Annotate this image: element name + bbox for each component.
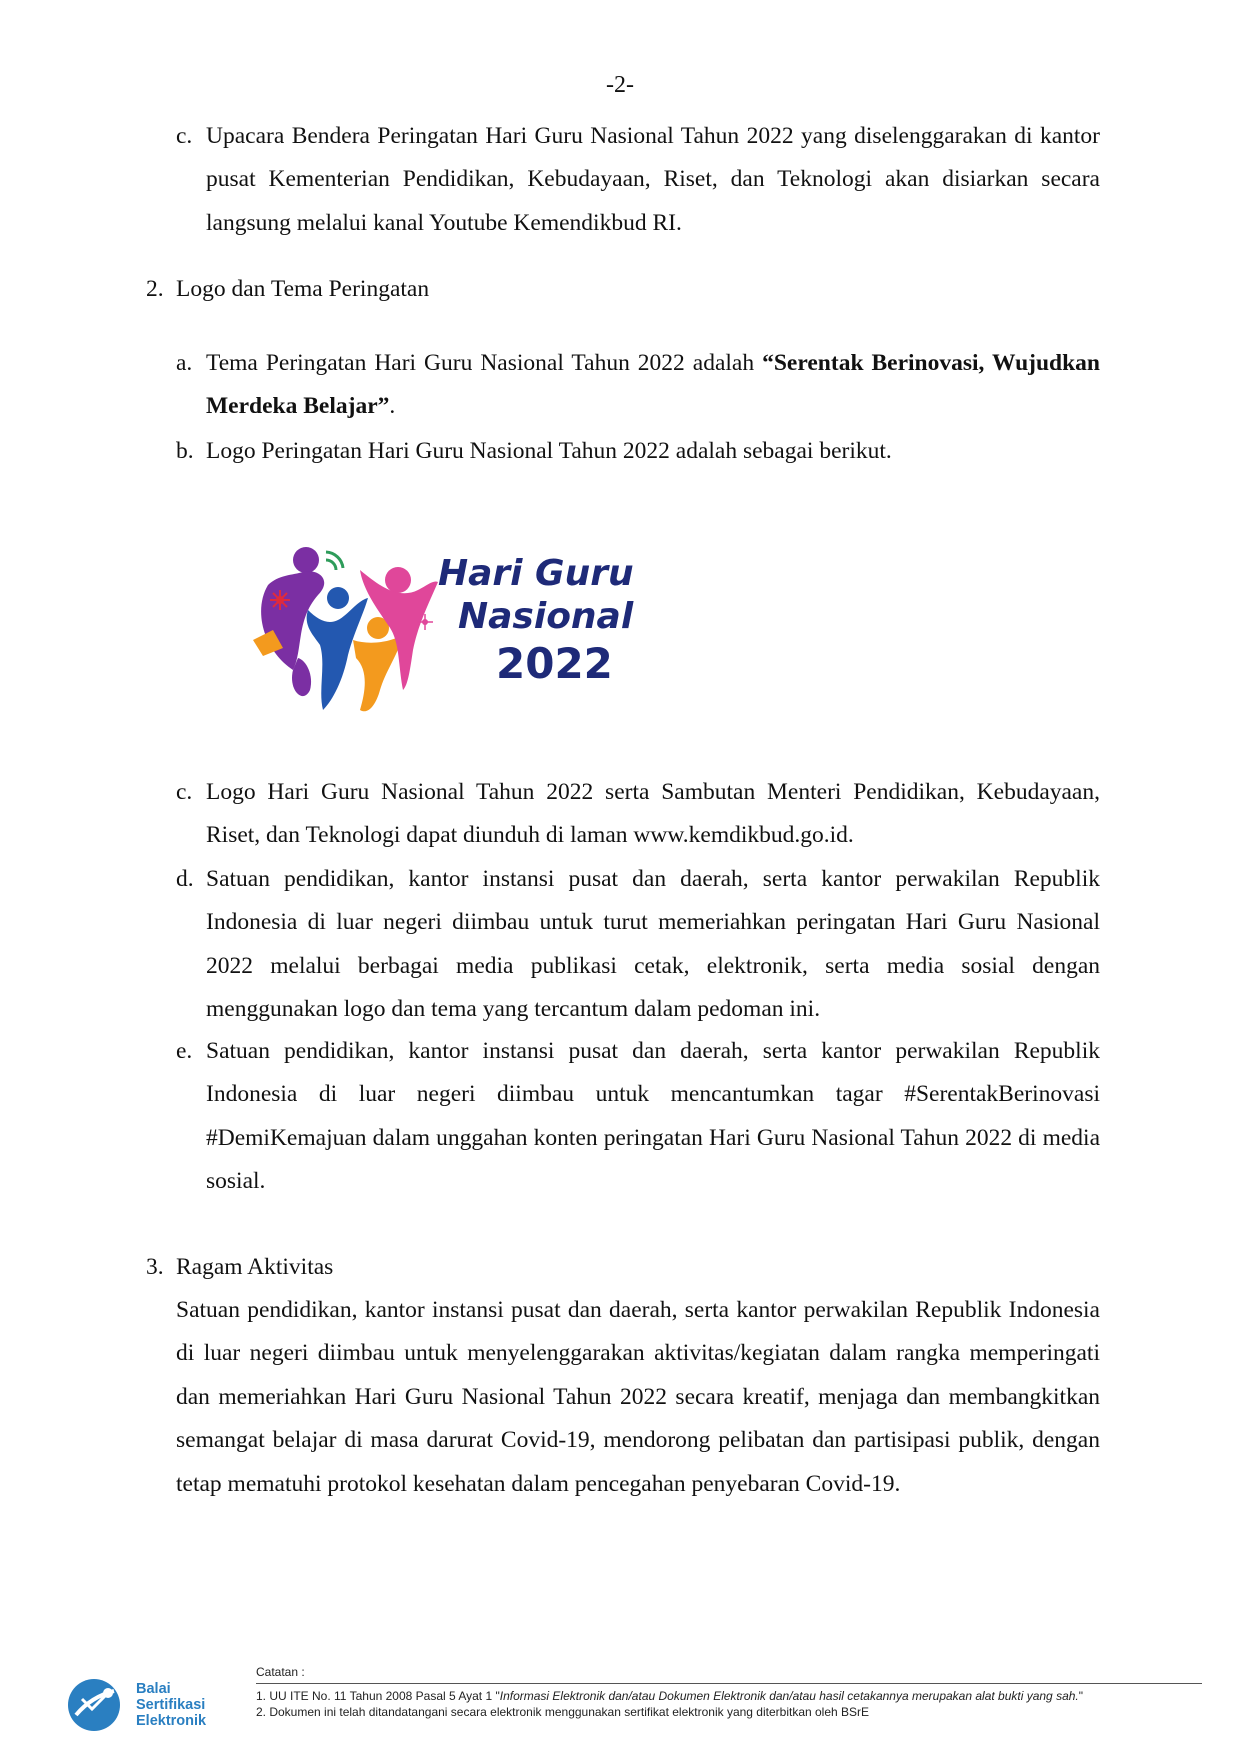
bsre-name — [136, 1681, 206, 1729]
footer — [62, 1665, 1202, 1745]
note-1-quote: Informasi Elektronik dan/atau Dokumen Elektronik dan/atau hasil cetakannya merupakan alat bukti yang sah. — [499, 1689, 1079, 1703]
theme-intro: Tema Peringatan Hari Guru Nasional Tahun 2022 adalah — [206, 350, 763, 376]
list-marker: a. — [176, 350, 193, 376]
note-2: 2. Dokumen ini telah ditandatangani secara elektronik menggunakan sertifikat elektronik yang diterbitkan oleh BSrE — [256, 1705, 870, 1719]
section-3-paragraph: Satuan pendidikan, kantor instansi pusat dan daerah, serta kantor perwakilan Republik Indonesia di luar negeri diimbau untuk menyelenggarakan aktivitas/kegiatan dalam rangka memperingati dan memeriahkan Hari Guru Nasional Tahun 2022 secara kreatif, menjaga dan membangkitkan semangat belajar di masa darurat Covid-19, mendorong pelibatan dan partisipasi publik, dengan tetap mematuhi protokol kesehatan dalam pencegahan penyebaran Covid-19. — [176, 1297, 1100, 1497]
note-1 — [256, 1688, 1202, 1704]
section-title: Ragam Aktivitas — [176, 1254, 334, 1280]
section-title: Logo dan Tema Peringatan — [176, 276, 430, 302]
notes-divider — [256, 1683, 1202, 1684]
list-item-text: Logo Peringatan Hari Guru Nasional Tahun 2022 adalah sebagai berikut. — [206, 438, 892, 464]
logo-line-2: Nasional — [458, 596, 634, 637]
list-marker: e. — [176, 1038, 193, 1064]
hari-guru-nasional-logo — [248, 540, 648, 725]
bsre-line-2: Sertifikasi — [136, 1697, 206, 1713]
page-number: -2- — [606, 72, 634, 98]
logo-year: 2022 — [496, 639, 613, 688]
list-marker: d. — [176, 866, 194, 892]
note-1-prefix: 1. UU ITE No. 11 Tahun 2008 Pasal 5 Ayat 1 " — [256, 1689, 500, 1703]
section-number: 3. — [146, 1254, 164, 1280]
bsre-line-1: Balai — [136, 1681, 171, 1697]
notes-label: Catatan : — [256, 1665, 305, 1679]
logo-line-1: Hari Guru — [438, 553, 634, 594]
list-marker: b. — [176, 438, 194, 464]
footer-notes — [256, 1665, 1202, 1720]
bsre-logo-icon — [62, 1673, 132, 1733]
list-marker: c. — [176, 123, 193, 149]
note-1-suffix: " — [1078, 1689, 1084, 1703]
list-item-text — [206, 342, 1100, 429]
list-item-text: Logo Hari Guru Nasional Tahun 2022 serta Sambutan Menteri Pendidikan, Kebudayaan, Riset, dan Teknologi dapat diunduh di laman www.kemdikbud.go.id. — [206, 779, 1100, 849]
list-marker: c. — [176, 779, 193, 805]
list-item-text: Satuan pendidikan, kantor instansi pusat dan daerah, serta kantor perwakilan Republik Indonesia di luar negeri diimbau untuk mencantumkan tagar #SerentakBerinovasi #DemiKemajuan dalam unggahan konten peringatan Hari Guru Nasional Tahun 2022 di media sosial. — [206, 1038, 1100, 1195]
theme-title: “Serentak Berinovasi, Wujudkan Merdeka Belajar” — [206, 350, 1100, 420]
bsre-line-3: Elektronik — [136, 1713, 207, 1729]
list-item-text: Satuan pendidikan, kantor instansi pusat dan daerah, serta kantor perwakilan Republik Indonesia di luar negeri diimbau untuk turut memeriahkan peringatan Hari Guru Nasional 2022 melalui berbagai media publikasi cetak, elektronik, serta media sosial dengan menggunakan logo dan tema yang tercantum dalam pedoman ini. — [206, 866, 1100, 1023]
list-item-text: Upacara Bendera Peringatan Hari Guru Nasional Tahun 2022 yang diselenggarakan di kantor pusat Kementerian Pendidikan, Kebudayaan, Riset, dan Teknologi akan disiarkan secara langsung melalui kanal Youtube Kemendikbud RI. — [206, 123, 1100, 236]
logo-graphic — [248, 540, 648, 725]
theme-end: . — [389, 393, 396, 420]
section-number: 2. — [146, 276, 164, 302]
